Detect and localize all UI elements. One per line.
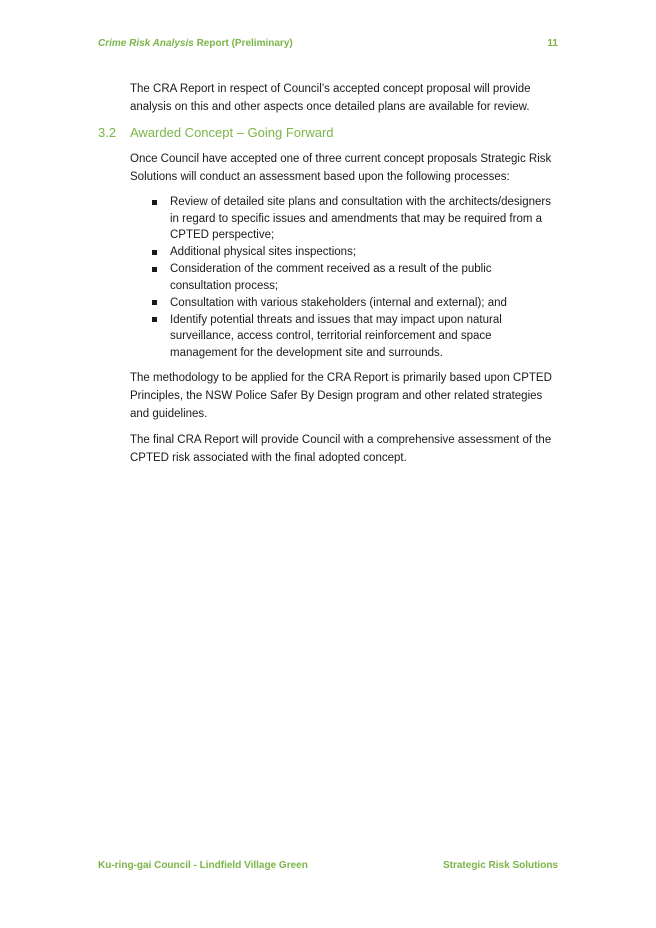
footer-right: Strategic Risk Solutions bbox=[442, 860, 558, 871]
footer-left: Ku-ring-gai Council - Lindfield Village Green bbox=[98, 860, 308, 871]
square-bullet-icon bbox=[152, 317, 157, 322]
page-footer bbox=[98, 860, 558, 874]
section-heading bbox=[98, 124, 554, 142]
square-bullet-icon bbox=[152, 250, 157, 255]
list-item bbox=[130, 261, 554, 294]
list-item bbox=[130, 194, 554, 244]
list-item bbox=[130, 244, 554, 261]
list-item-text: Review of detailed site plans and consultation with the architects/designers in regard to specific issues and amendments that may be required from a CPTED perspective; bbox=[170, 196, 551, 241]
section-title: Awarded Concept – Going Forward bbox=[130, 125, 334, 140]
process-list bbox=[130, 194, 554, 361]
square-bullet-icon bbox=[152, 200, 157, 205]
list-item-text: Identify potential threats and issues that may impact upon natural surveillance, access control, territorial reinforcement and space management for the development site and surrounds. bbox=[170, 313, 502, 359]
intro-paragraph: The CRA Report in respect of Council’s accepted concept proposal will provide analysis on this and other aspects once detailed plans are available for review. bbox=[130, 83, 531, 113]
header-title-rest: Report (Preliminary) bbox=[193, 38, 293, 49]
list-item bbox=[130, 295, 554, 312]
list-item-text: Consideration of the comment received as a result of the public consultation process; bbox=[170, 263, 492, 292]
final-paragraph: The final CRA Report will provide Council with a comprehensive assessment of the CPTED risk associated with the final adopted concept. bbox=[130, 434, 552, 464]
document-body bbox=[98, 80, 554, 475]
methodology-paragraph: The methodology to be applied for the CRA Report is primarily based upon CPTED Principles, the NSW Police Safer By Design program and other related strategies and guidelines. bbox=[130, 372, 552, 420]
list-item-text: Consultation with various stakeholders (internal and external); and bbox=[170, 296, 507, 309]
square-bullet-icon bbox=[152, 300, 157, 305]
section-paragraph: Once Council have accepted one of three current concept proposals Strategic Risk Solutions will conduct an assessment based upon the following processes: bbox=[130, 153, 552, 183]
page-header bbox=[98, 38, 558, 54]
header-title-italic: Crime Risk Analysis bbox=[98, 38, 194, 49]
list-item-text: Additional physical sites inspections; bbox=[170, 246, 357, 258]
header-title bbox=[98, 38, 293, 49]
square-bullet-icon bbox=[152, 267, 157, 272]
page-number: 11 bbox=[547, 38, 558, 49]
list-item bbox=[130, 312, 554, 362]
section-number: 3.2 bbox=[98, 125, 117, 140]
